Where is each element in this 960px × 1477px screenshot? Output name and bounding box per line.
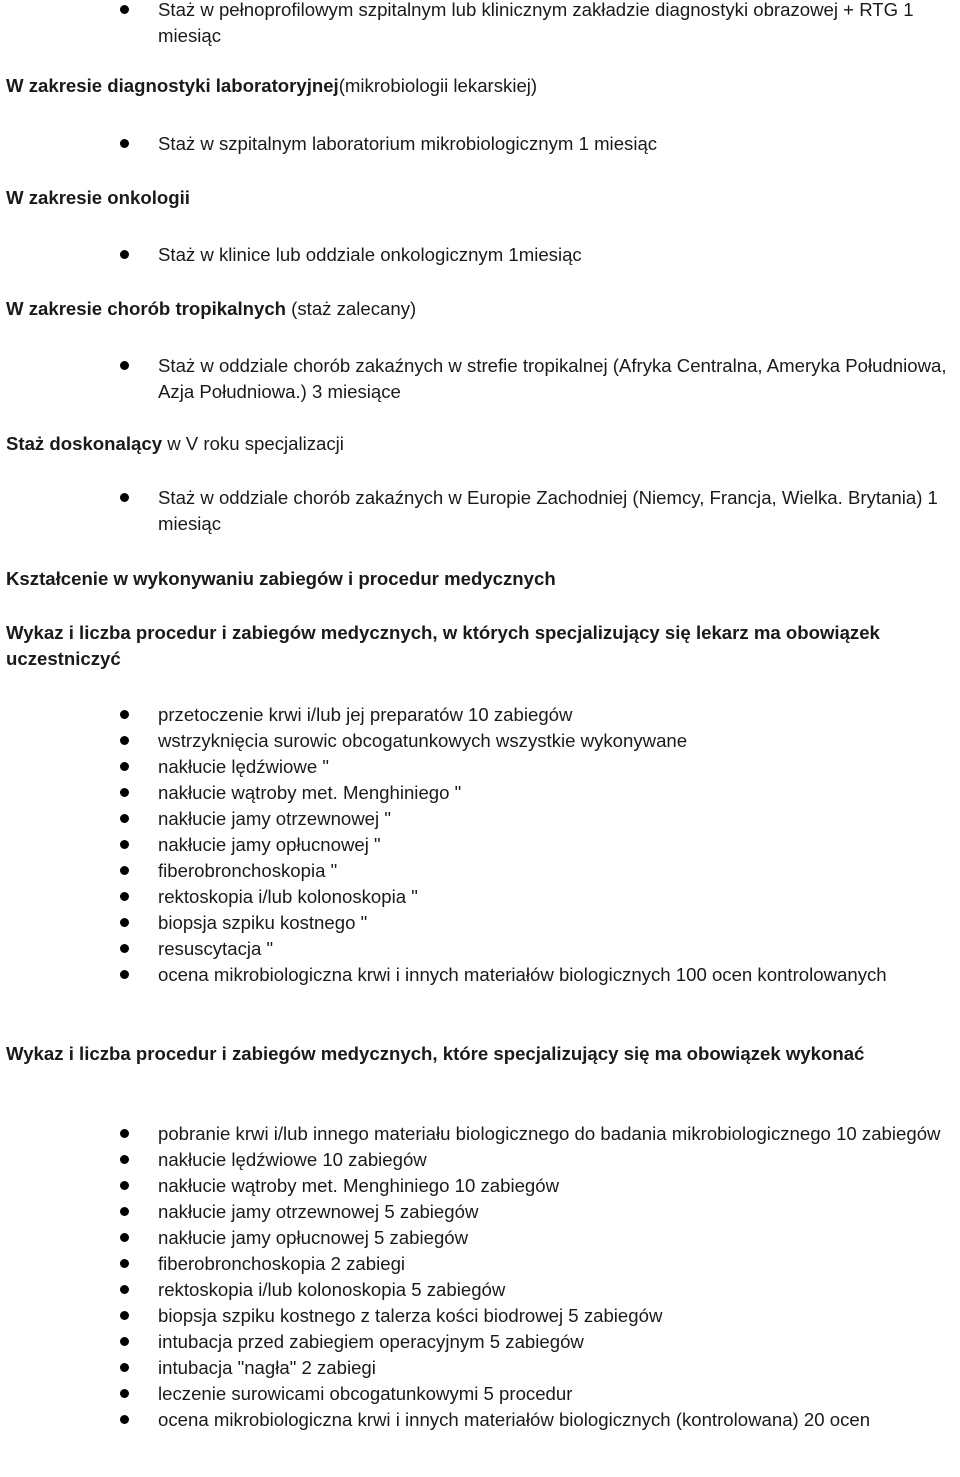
section-heading: [6, 1041, 936, 1067]
heading-normal-text: w V roku specjalizacji: [162, 433, 344, 454]
heading-normal-text: (mikrobiologii lekarskiej): [338, 75, 538, 96]
list-item: pobranie krwi i/lub innego materiału biologicznego do badania mikrobiologicznego 10 zabiegów: [0, 1121, 960, 1147]
bullet-list: [0, 485, 960, 537]
list-item: intubacja przed zabiegiem operacyjnym 5 zabiegów: [0, 1329, 960, 1355]
section-heading: [6, 566, 936, 592]
heading-bold-text: W zakresie diagnostyki laboratoryjnej: [6, 75, 339, 96]
heading-normal-text: (staż zalecany): [286, 298, 417, 319]
list-item: rektoskopia i/lub kolonoskopia 5 zabiegów: [0, 1277, 960, 1303]
heading-bold-text: Wykaz i liczba procedur i zabiegów medycznych, które specjalizujący się ma obowiązek wykonać: [6, 1043, 865, 1064]
list-item: fiberobronchoskopia 2 zabiegi: [0, 1251, 960, 1277]
list-item: ocena mikrobiologiczna krwi i innych materiałów biologicznych 100 ocen kontrolowanych: [0, 962, 960, 988]
list-item: Staż w oddziale chorób zakaźnych w strefie tropikalnej (Afryka Centralna, Ameryka Południowa, Azja Południowa.) 3 miesiące: [0, 353, 960, 405]
bullet-list: [0, 242, 960, 268]
list-item: Staż w szpitalnym laboratorium mikrobiologicznym 1 miesiąc: [0, 131, 960, 157]
list-item: ocena mikrobiologiczna krwi i innych materiałów biologicznych (kontrolowana) 20 ocen: [0, 1407, 960, 1433]
list-item: leczenie surowicami obcogatunkowymi 5 procedur: [0, 1381, 960, 1407]
bullet-list: [0, 702, 960, 988]
heading-bold-text: W zakresie onkologii: [6, 187, 190, 208]
section-heading: [6, 431, 936, 457]
heading-bold-text: Wykaz i liczba procedur i zabiegów medycznych, w których specjalizujący się lekarz ma obowiązek uczestniczyć: [6, 622, 880, 669]
list-item: Staż w oddziale chorób zakaźnych w Europie Zachodniej (Niemcy, Francja, Wielka. Brytania) 1 miesiąc: [0, 485, 960, 537]
list-item: nakłucie jamy otrzewnowej ": [0, 806, 960, 832]
list-item: resuscytacja ": [0, 936, 960, 962]
list-item: nakłucie wątroby met. Menghiniego 10 zabiegów: [0, 1173, 960, 1199]
bullet-list: [0, 353, 960, 405]
list-item: biopsja szpiku kostnego ": [0, 910, 960, 936]
section-heading: [6, 185, 936, 211]
heading-bold-text: Staż doskonalący: [6, 433, 163, 454]
section-heading: [6, 73, 936, 99]
heading-bold-text: W zakresie chorób tropikalnych: [6, 298, 287, 319]
heading-bold-text: Kształcenie w wykonywaniu zabiegów i procedur medycznych: [6, 568, 556, 589]
list-item: nakłucie lędźwiowe 10 zabiegów: [0, 1147, 960, 1173]
section-heading: [6, 620, 936, 672]
list-item: biopsja szpiku kostnego z talerza kości biodrowej 5 zabiegów: [0, 1303, 960, 1329]
list-item: nakłucie lędźwiowe ": [0, 754, 960, 780]
list-item: nakłucie wątroby met. Menghiniego ": [0, 780, 960, 806]
list-item: intubacja "nagła" 2 zabiegi: [0, 1355, 960, 1381]
bullet-list: [0, 1121, 960, 1433]
list-item: fiberobronchoskopia ": [0, 858, 960, 884]
bullet-list: [0, 131, 960, 157]
list-item: Staż w klinice lub oddziale onkologicznym 1miesiąc: [0, 242, 960, 268]
section-heading: [6, 296, 936, 322]
list-item: nakłucie jamy opłucnowej 5 zabiegów: [0, 1225, 960, 1251]
list-item: Staż w pełnoprofilowym szpitalnym lub klinicznym zakładzie diagnostyki obrazowej + RTG 1 miesiąc: [0, 0, 960, 49]
list-item: rektoskopia i/lub kolonoskopia ": [0, 884, 960, 910]
list-item: nakłucie jamy otrzewnowej 5 zabiegów: [0, 1199, 960, 1225]
list-item: przetoczenie krwi i/lub jej preparatów 10 zabiegów: [0, 702, 960, 728]
bullet-list: [0, 0, 960, 49]
list-item: nakłucie jamy opłucnowej ": [0, 832, 960, 858]
list-item: wstrzyknięcia surowic obcogatunkowych wszystkie wykonywane: [0, 728, 960, 754]
